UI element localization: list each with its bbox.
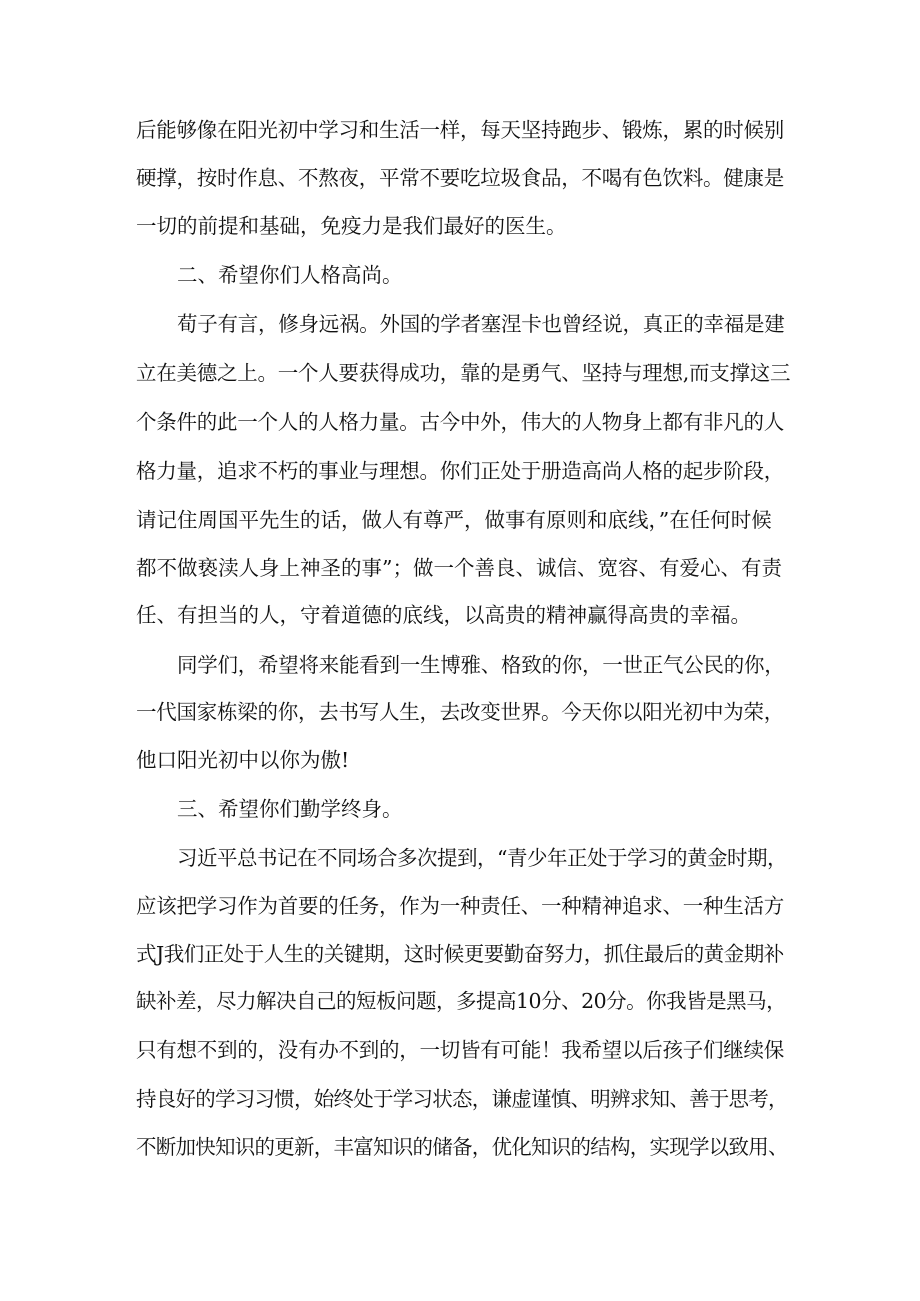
text-line: 应该把学习作为首要的任务，作为一种责任、一种精神追求、一种生活方 xyxy=(136,894,784,918)
text-line: 后能够像在阳光初中学习和生活一样，每天坚持跑步、锻炼，累的时候别 xyxy=(136,118,784,142)
text-line: 缺补差，尽力解决自己的短板问题，多提高10分、20分。你我皆是黑马， xyxy=(136,989,787,1013)
text-line: 荀子有言，修身远祸。外国的学者塞涅卡也曾经说，真正的幸福是建 xyxy=(177,312,785,336)
text-line: 持良好的学习习惯，始终处于学习状态，谦虚谨慎、明辨求知、善于思考， xyxy=(136,1087,788,1111)
text-line: 一代国家栋梁的你，去书写人生，去改变世界。今天你以阳光初中为荣， xyxy=(136,700,784,724)
text-line: 格力量，追求不朽的事业与理想。你们正处于册造高尚人格的起步阶段， xyxy=(136,459,784,483)
text-line: 请记住周国平先生的话，做人有尊严，做事有原则和底线，”在任何时候 xyxy=(136,508,772,532)
text-line: 立在美德之上。一个人要获得成功，靠的是勇气、坚持与理想,而支撑这三 xyxy=(136,361,791,385)
text-line: 任、有担当的人，守着道德的底线，以高贵的精神赢得高贵的幸福。 xyxy=(136,603,751,627)
text-line: 式J我们正处于人生的关键期，这时候更要勤奋努力，抓住最后的黄金期补 xyxy=(136,942,784,966)
section-heading: 二、希望你们人格高尚。 xyxy=(177,263,403,287)
section-heading: 三、希望你们勤学终身。 xyxy=(177,797,403,821)
text-line: 只有想不到的，没有办不到的，一切皆有可能！我希望以后孩子们继续保 xyxy=(136,1038,784,1062)
text-line: 同学们，希望将来能看到一生博雅、格致的你，一世正气公民的你， xyxy=(177,653,785,677)
text-line: 硬撑，按时作息、不熬夜，平常不要吃垃圾食品，不喝有色饮料。健康是 xyxy=(136,166,784,190)
text-line: 都不做亵渎人身上神圣的事”；做一个善良、诚信、宽容、有爱心、有责 xyxy=(136,556,782,580)
text-line: 一切的前提和基础，免疫力是我们最好的医生。 xyxy=(136,214,567,238)
text-line: 习近平总书记在不同场合多次提到，“青少年正处于学习的黄金时期， xyxy=(177,846,787,870)
text-line: 他口阳光初中以你为傲! xyxy=(136,748,350,772)
text-line: 个条件的此一个人的人格力量。古今中外，伟大的人物身上都有非凡的人 xyxy=(136,410,784,434)
text-line: 不断加快知识的更新，丰富知识的储备，优化知识的结构，实现学以致用、 xyxy=(136,1135,788,1159)
